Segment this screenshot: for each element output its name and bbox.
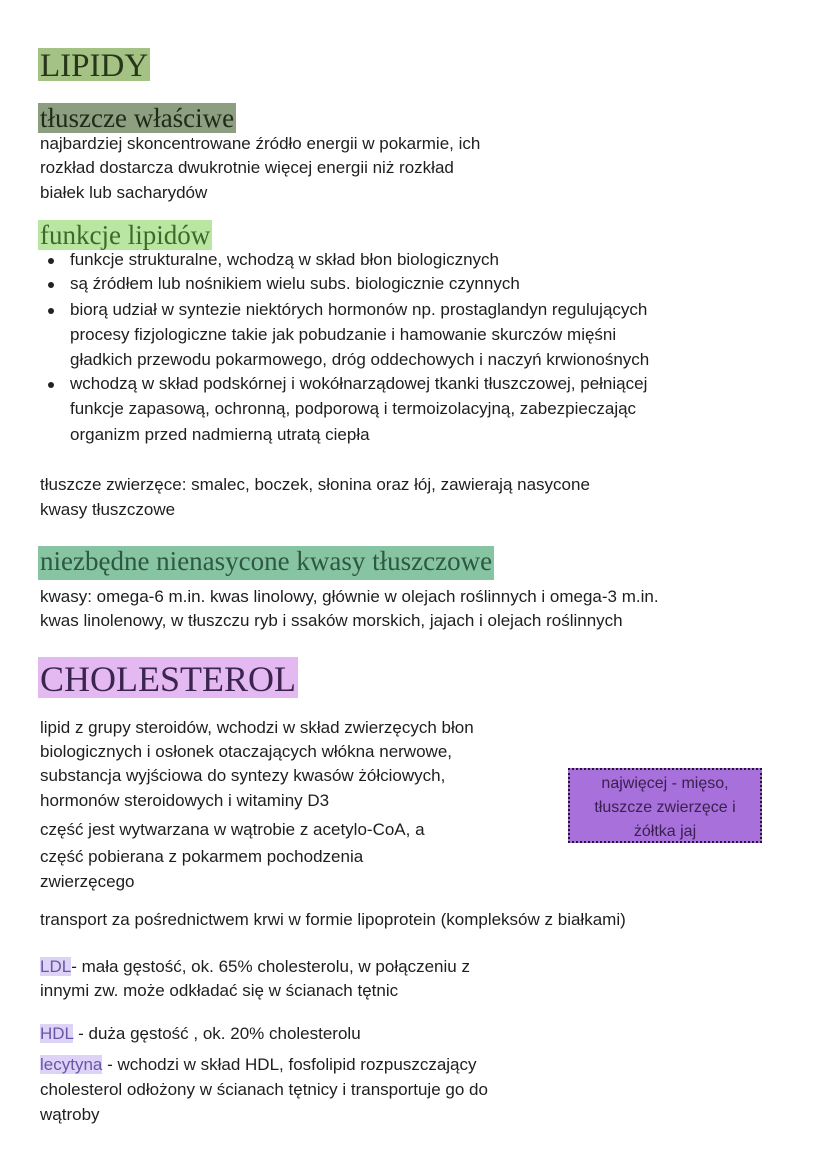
ldl-line [40,955,470,979]
text-line: rozkład dostarcza dwukrotnie więcej energii niż rozkład [40,158,454,177]
text-line: lipid z grupy steroidów, wchodzi w skład zwierzęcych błon [40,718,474,737]
text-line: tłuszcze zwierzęce: smalec, boczek, słonina oraz łój, zawierają nasycone [40,475,590,494]
list-item: biorą udział w syntezie niektórych hormonów np. prostaglandyn regulujących [70,300,648,319]
bullet-icon [48,308,54,314]
hdl-line [40,1022,361,1046]
lecytyna-line [40,1053,477,1077]
bullet-icon [48,382,54,388]
text-line: część pobierana z pokarmem pochodzenia [40,847,364,866]
text-line: biologicznych i osłonek otaczających włókna nerwowe, [40,742,452,761]
lecytyna-term: lecytyna [40,1055,103,1074]
bullet-icon [48,258,54,264]
ldl-desc: - mała gęstość, ok. 65% cholesterolu, w połączeniu z [71,957,470,976]
note-line: tłuszcze zwierzęce i [594,799,736,816]
text-line: hormonów steroidowych i witaminy D3 [40,791,330,810]
ldl-term: LDL [40,957,72,976]
wlasciwe-heading: tłuszcze właściwe [40,103,235,133]
lecytyna-desc: - wchodzi w skład HDL, fosfolipid rozpuszczający [102,1055,477,1074]
list-item: są źródłem lub nośnikiem wielu subs. biologicznie czynnych [70,274,520,293]
lipidy-title: LIPIDY [40,48,149,84]
transport-text: transport za pośrednictwem krwi w formie lipoprotein (kompleksów z białkami) [40,910,626,929]
text-line: białek lub sacharydów [40,183,208,202]
list-item-cont: organizm przed nadmierną utratą ciepła [70,425,370,444]
list-item-cont: gładkich przewodu pokarmowego, dróg oddechowych i naczyń krwionośnych [70,350,650,369]
text-line: najbardziej skoncentrowane źródło energii w pokarmie, ich [40,134,481,153]
text-line: kwas linolenowy, w tłuszczu ryb i ssaków morskich, jajach i olejach roślinnych [40,611,623,630]
text-line: wątroby [40,1105,100,1124]
nnkt-heading: niezbędne nienasycone kwasy tłuszczowe [38,546,494,580]
text-line: kwasy tłuszczowe [40,500,176,519]
text-line: substancja wyjściowa do syntezy kwasów żółciowych, [40,766,446,785]
list-item: funkcje strukturalne, wchodzą w skład błon biologicznych [70,250,500,269]
text-line: część jest wytwarzana w wątrobie z acetylo-CoA, a [40,820,425,839]
list-item: wchodzą w skład podskórnej i wokółnarządowej tkanki tłuszczowej, pełniącej [70,374,648,393]
hdl-term: HDL [40,1024,74,1043]
bullet-icon [48,282,54,288]
funkcje-heading: funkcje lipidów [40,220,211,250]
text-line: cholesterol odłożony w ścianach tętnicy i transportuje go do [40,1080,488,1099]
hdl-desc: - duża gęstość , ok. 20% cholesterolu [73,1024,361,1043]
text-line: kwasy: omega-6 m.in. kwas linolowy, głównie w olejach roślinnych i omega-3 m.in. [40,587,659,606]
cholesterol-title: CHOLESTEROL [40,659,296,699]
list-item-cont: procesy fizjologiczne takie jak pobudzanie i hamowanie skurczów mięśni [70,325,617,344]
sources-note-box [568,768,762,843]
text-line: innymi zw. może odkładać się w ścianach tętnic [40,981,399,1000]
note-line: żółtka jaj [633,823,697,840]
text-line: zwierzęcego [40,872,135,891]
note-line: najwięcej - mięso, [601,775,729,792]
list-item-cont: funkcje zapasową, ochronną, podporową i termoizolacyjną, zabezpieczając [70,399,637,418]
